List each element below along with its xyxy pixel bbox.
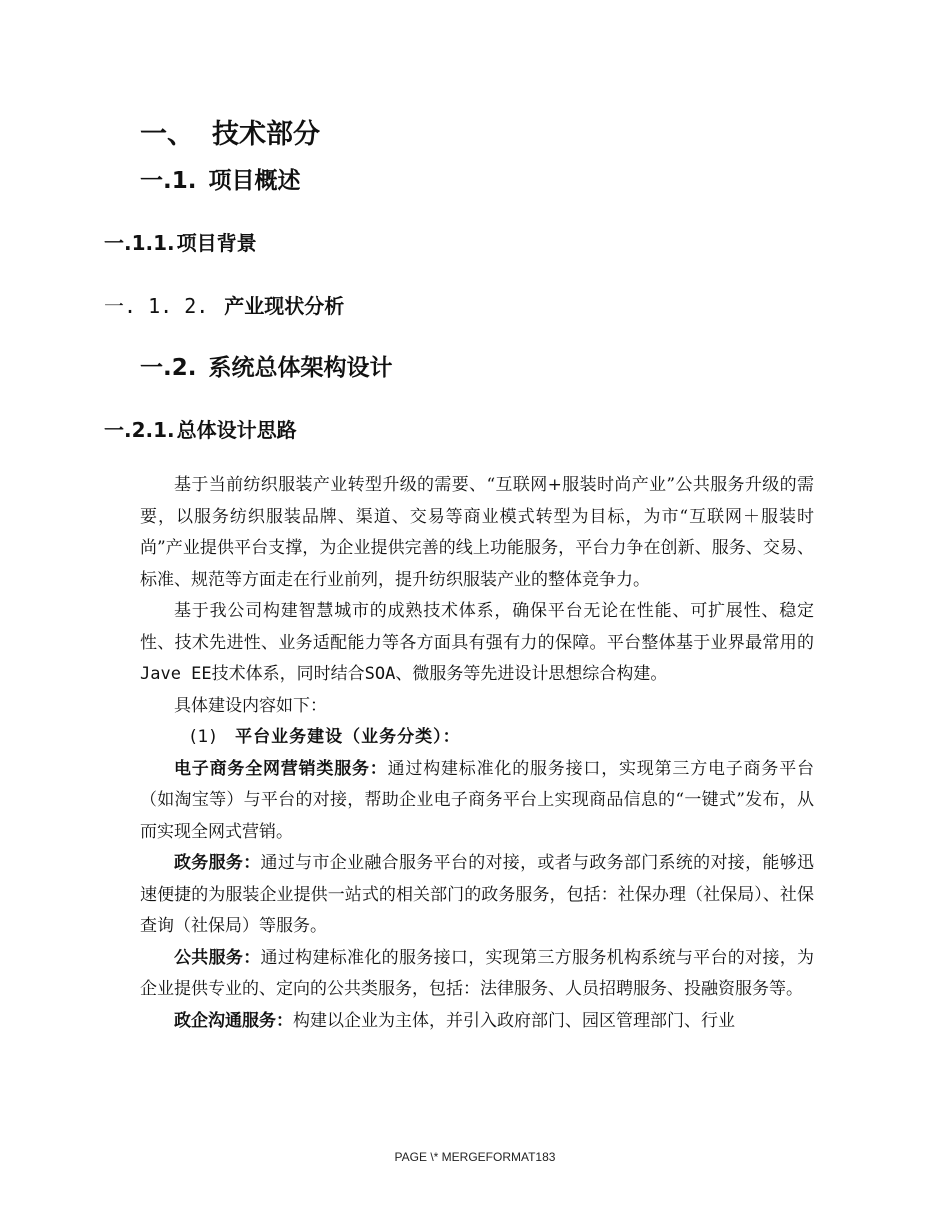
paragraph-background: 基于当前纺织服装产业转型升级的需要、“互联网+服装时尚产业”公共服务升级的需要，以服务纺织服装品牌、渠道、交易等商业模式转型为目标，为市“互联网＋服装时尚”产业提供平台支撑，为企业提供完善的线上功能服务，平台力争在创新、服务、交易、标准、规范等方面走在行业前列，提升纺织服装产业的整体竞争力。: [140, 475, 814, 590]
tech-term: SOA: [364, 664, 396, 684]
body-content: [140, 470, 814, 1037]
heading-number: 一.2.1.: [104, 418, 175, 442]
enumerated-item: [140, 722, 814, 754]
heading-level3-industry-analysis: [104, 290, 344, 319]
paragraph-lead: 电子商务全网营销类服务：: [174, 758, 388, 779]
heading-text: 总体设计思路: [176, 418, 297, 442]
heading-text: 项目概述: [208, 168, 301, 194]
heading-number: 一、: [140, 119, 194, 150]
heading-level3-background: [104, 227, 257, 256]
enum-marker: (1): [190, 727, 218, 747]
heading-number: 一.1.: [140, 168, 197, 194]
paragraph-lead: 政务服务：: [174, 853, 261, 873]
paragraph-text: 构建以企业为主体，并引入政府部门、园区管理部门、行业: [293, 1010, 735, 1031]
heading-text: 系统总体架构设计: [208, 355, 393, 381]
paragraph-text: 基于我公司构建智慧城市的成熟技术体系，确保平台无论在性能、可扩展性、稳定性、技术先进性、业务适配能力等各方面具有强有力的保障。平台整体基于业界最常用的: [140, 601, 814, 653]
paragraph-text: 、微服务等先进设计思想综合构建。: [395, 664, 668, 684]
paragraph-technology: [140, 596, 814, 691]
paragraph-text: 技术体系，同时结合: [211, 664, 365, 684]
paragraph-lead: 政企沟通服务：: [174, 1010, 293, 1031]
paragraph-text: 通过构建标准化的服务接口，实现第三方服务机构系统与平台的对接，为企业提供专业的、定向的公共类服务，包括：法律服务、人员招聘服务、投融资服务等。: [140, 947, 815, 999]
heading-level2-overview: [140, 162, 300, 195]
paragraph-intro: 具体建设内容如下：: [174, 695, 327, 716]
heading-number: 一. 1. 2.: [104, 294, 209, 318]
enum-text: 平台业务建设（业务分类）：: [235, 727, 461, 747]
heading-level2-architecture: [140, 349, 392, 382]
heading-text: 项目背景: [176, 231, 257, 255]
heading-level3-design-approach: [104, 414, 297, 443]
paragraph-ecommerce: [140, 754, 814, 849]
heading-number: 一.1.1.: [104, 231, 175, 255]
paragraph-public: [140, 943, 814, 1006]
paragraph-text: 通过构建标准化的服务接口，实现第三方电子商务平台（如淘宝等）与平台的对接，帮助企业电子商务平台上实现商品信息的“一键式”发布，从而实现全网式营销。: [140, 758, 815, 842]
paragraph-lead: 公共服务：: [174, 947, 261, 968]
tech-term: Jave EE: [140, 664, 212, 684]
page-footer: PAGE \* MERGEFORMAT183: [394, 1150, 556, 1164]
paragraph-government: [140, 848, 814, 943]
paragraph-text: 通过与市企业融合服务平台的对接，或者与政务部门系统的对接，能够迅速便捷的为服装企业提供一站式的相关部门的政务服务，包括：社保办理（社保局）、社保查询（社保局）等服务。: [140, 853, 815, 936]
paragraph-communication: [140, 1006, 814, 1038]
heading-level1: [140, 112, 320, 151]
heading-text: 技术部分: [212, 119, 320, 150]
heading-text: 产业现状分析: [224, 294, 345, 318]
heading-number: 一.2.: [140, 355, 197, 381]
